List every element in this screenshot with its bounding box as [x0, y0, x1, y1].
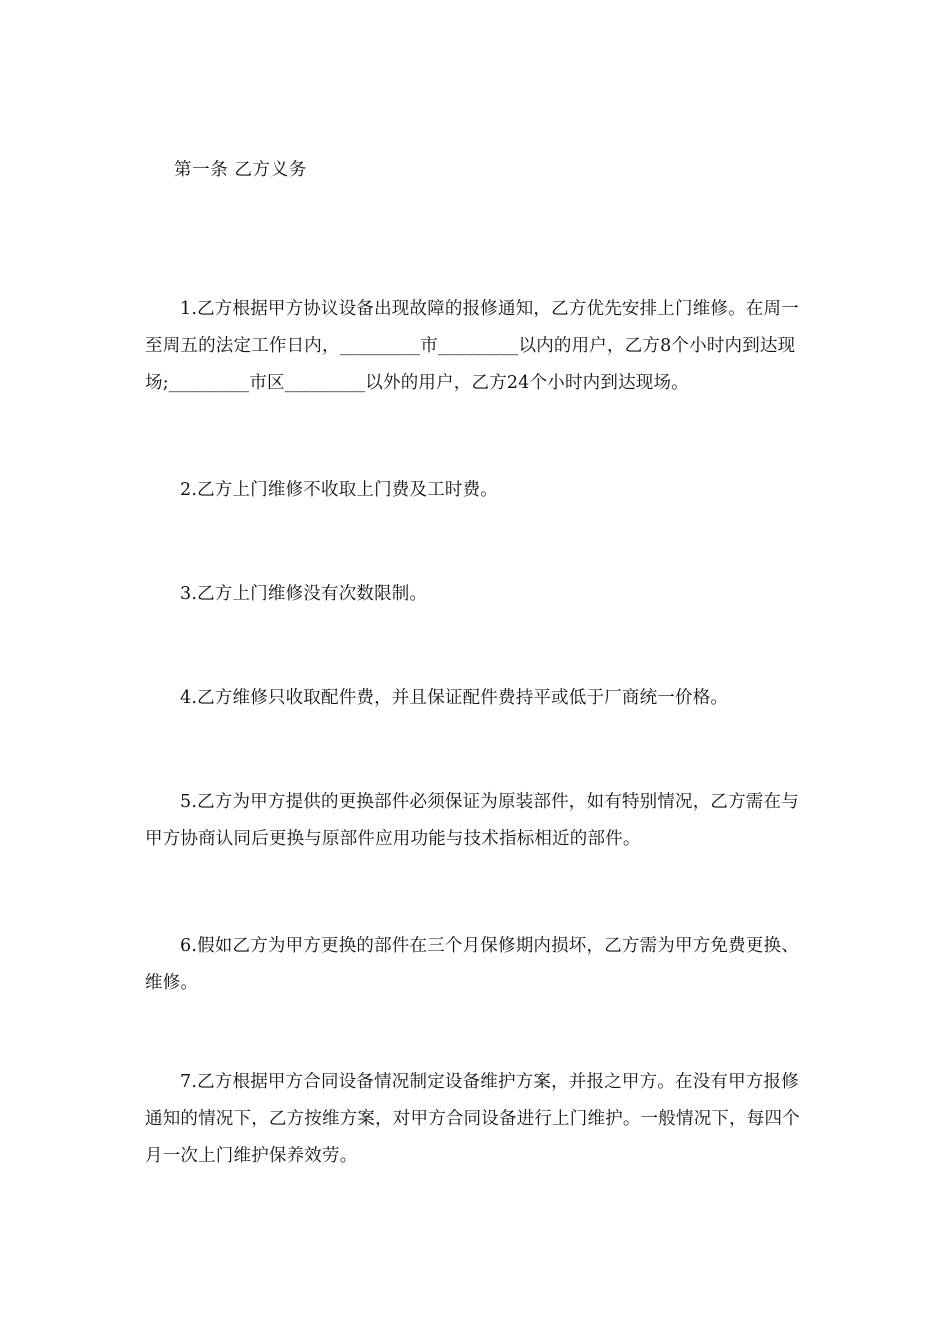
clause-7: 7.乙方根据甲方合同设备情况制定设备维护方案，并报之甲方。在没有甲方报修通知的情况下，乙方按维方案，对甲方合同设备进行上门维护。一般情况下，每四个月一次上门维护保养效劳。	[145, 1072, 800, 1166]
clause-5: 5.乙方为甲方提供的更换部件必须保证为原装部件，如有特别情况，乙方需在与甲方协商认同后更换与原部件应用功能与技术指标相近的部件。	[145, 792, 799, 849]
section-heading: 第一条 乙方义务	[174, 160, 307, 180]
clause-6: 6.假如乙方为甲方更换的部件在三个月保修期内损坏，乙方需为甲方免费更换、维修。	[145, 936, 799, 993]
clause-4: 4.乙方维修只收取配件费，并且保证配件费持平或低于厂商统一价格。	[180, 688, 729, 708]
clause-1: 1.乙方根据甲方协议设备出现故障的报修通知，乙方优先安排上门维修。在周一至周五的法定工作日内，_________市_________以内的用户，乙方8个小时内到达现场;_________市区_________以外的用户，乙方24个小时内到达现场。	[145, 299, 799, 393]
clause-2: 2.乙方上门维修不收取上门费及工时费。	[180, 480, 498, 500]
clause-3: 3.乙方上门维修没有次数限制。	[180, 584, 428, 604]
